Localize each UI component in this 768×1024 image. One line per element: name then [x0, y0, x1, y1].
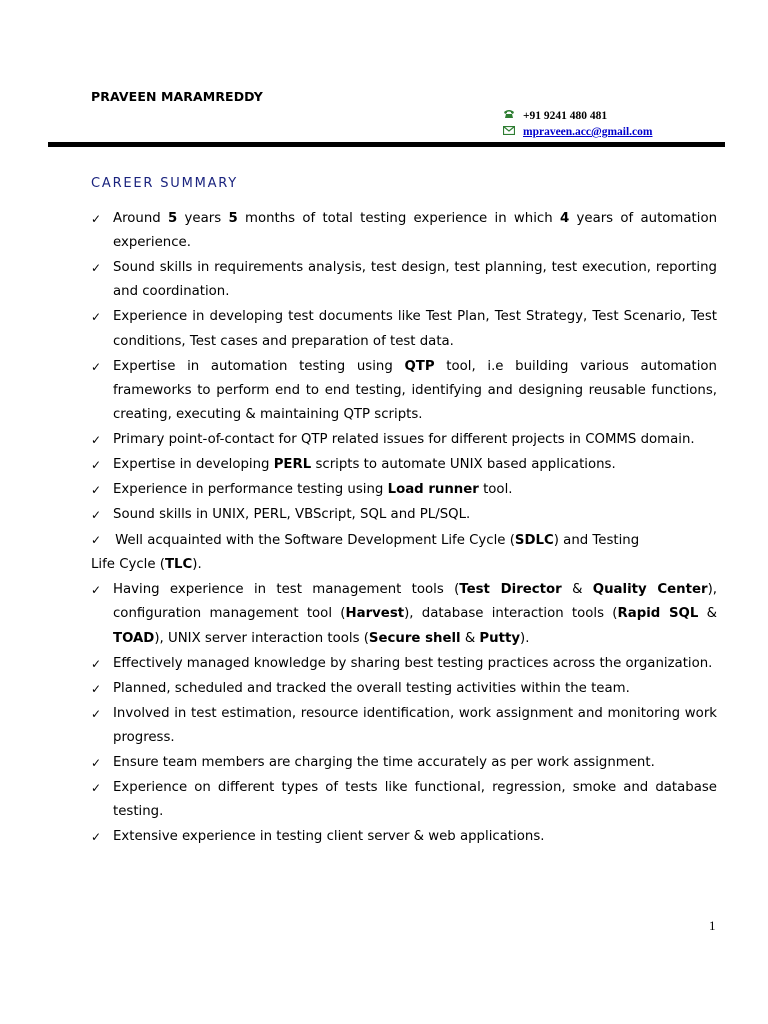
list-item: ✓ Effectively managed knowledge by sharing best testing practices across the organization.	[91, 652, 717, 676]
checkmark-icon: ✓	[91, 780, 102, 795]
list-item: ✓ Sound skills in UNIX, PERL, VBScript, SQL and PL/SQL.	[91, 503, 717, 527]
phone-icon	[503, 108, 515, 124]
checkmark-icon: ✓	[91, 508, 102, 523]
checkmark-icon: ✓	[91, 359, 102, 374]
checkmark-icon: ✓	[91, 433, 102, 448]
header-divider	[48, 142, 725, 147]
checkmark-icon: ✓	[91, 830, 102, 845]
list-item: ✓ Extensive experience in testing client server & web applications.	[91, 825, 717, 849]
list-item: ✓ Sound skills in requirements analysis, test design, test planning, test execution, reporting and coordination.	[91, 256, 717, 304]
checkmark-icon: ✓	[91, 458, 102, 473]
checkmark-icon: ✓	[91, 310, 102, 325]
phone-row	[503, 108, 653, 124]
email-link[interactable]: mpraveen.acc@gmail.com	[523, 126, 653, 138]
list-item: ✓ Around 5 years 5 months of total testing experience in which 4 years of automation experience.	[91, 207, 717, 255]
checkmark-icon: ✓	[91, 583, 102, 598]
list-item: ✓ Experience on different types of tests like functional, regression, smoke and database testing.	[91, 776, 717, 824]
list-item: ✓ Well acquainted with the Software Development Life Cycle (SDLC) and Testing Life Cycle (TLC).	[91, 533, 640, 573]
list-item: ✓ Planned, scheduled and tracked the overall testing activities within the team.	[91, 677, 717, 701]
checkmark-icon: ✓	[91, 656, 102, 671]
phone-number: +91 9241 480 481	[523, 110, 608, 122]
list-item: ✓ Involved in test estimation, resource identification, work assignment and monitoring work progress.	[91, 702, 717, 750]
list-item: ✓ Experience in performance testing using Load runner tool.	[91, 478, 717, 502]
page-number: 1	[709, 918, 716, 933]
email-row	[503, 124, 653, 140]
checkmark-icon: ✓	[91, 261, 102, 276]
list-item: ✓ Experience in developing test documents like Test Plan, Test Strategy, Test Scenario, Test conditions, Test cases and preparation of test data.	[91, 305, 717, 353]
section-heading-career-summary: CAREER SUMMARY	[91, 176, 239, 191]
list-item: ✓ Ensure team members are charging the time accurately as per work assignment.	[91, 751, 717, 775]
list-item: ✓ Expertise in automation testing using QTP tool, i.e building various automation frameworks to perform end to end testing, identifying and designing reusable functions, creating, executing & maintaining QTP scripts.	[91, 355, 717, 428]
checkmark-icon: ✓	[91, 483, 102, 498]
contact-block	[503, 108, 653, 140]
envelope-icon	[503, 124, 515, 140]
checkmark-icon: ✓	[91, 755, 102, 770]
checkmark-icon: ✓	[91, 681, 102, 696]
career-summary-list	[91, 207, 717, 850]
checkmark-icon: ✓	[91, 533, 102, 548]
candidate-name: PRAVEEN MARAMREDDY	[91, 89, 263, 104]
list-item: ✓ Primary point-of-contact for QTP related issues for different projects in COMMS domain.	[91, 428, 717, 452]
checkmark-icon: ✓	[91, 706, 102, 721]
list-item: ✓ Having experience in test management tools (Test Director & Quality Center), configuration management tool (Harvest), database interaction tools (Rapid SQL & TOAD), UNIX server interaction tools (Secure shell & Putty).	[91, 578, 717, 651]
list-item: ✓ Expertise in developing PERL scripts to automate UNIX based applications.	[91, 453, 717, 477]
checkmark-icon: ✓	[91, 212, 102, 226]
